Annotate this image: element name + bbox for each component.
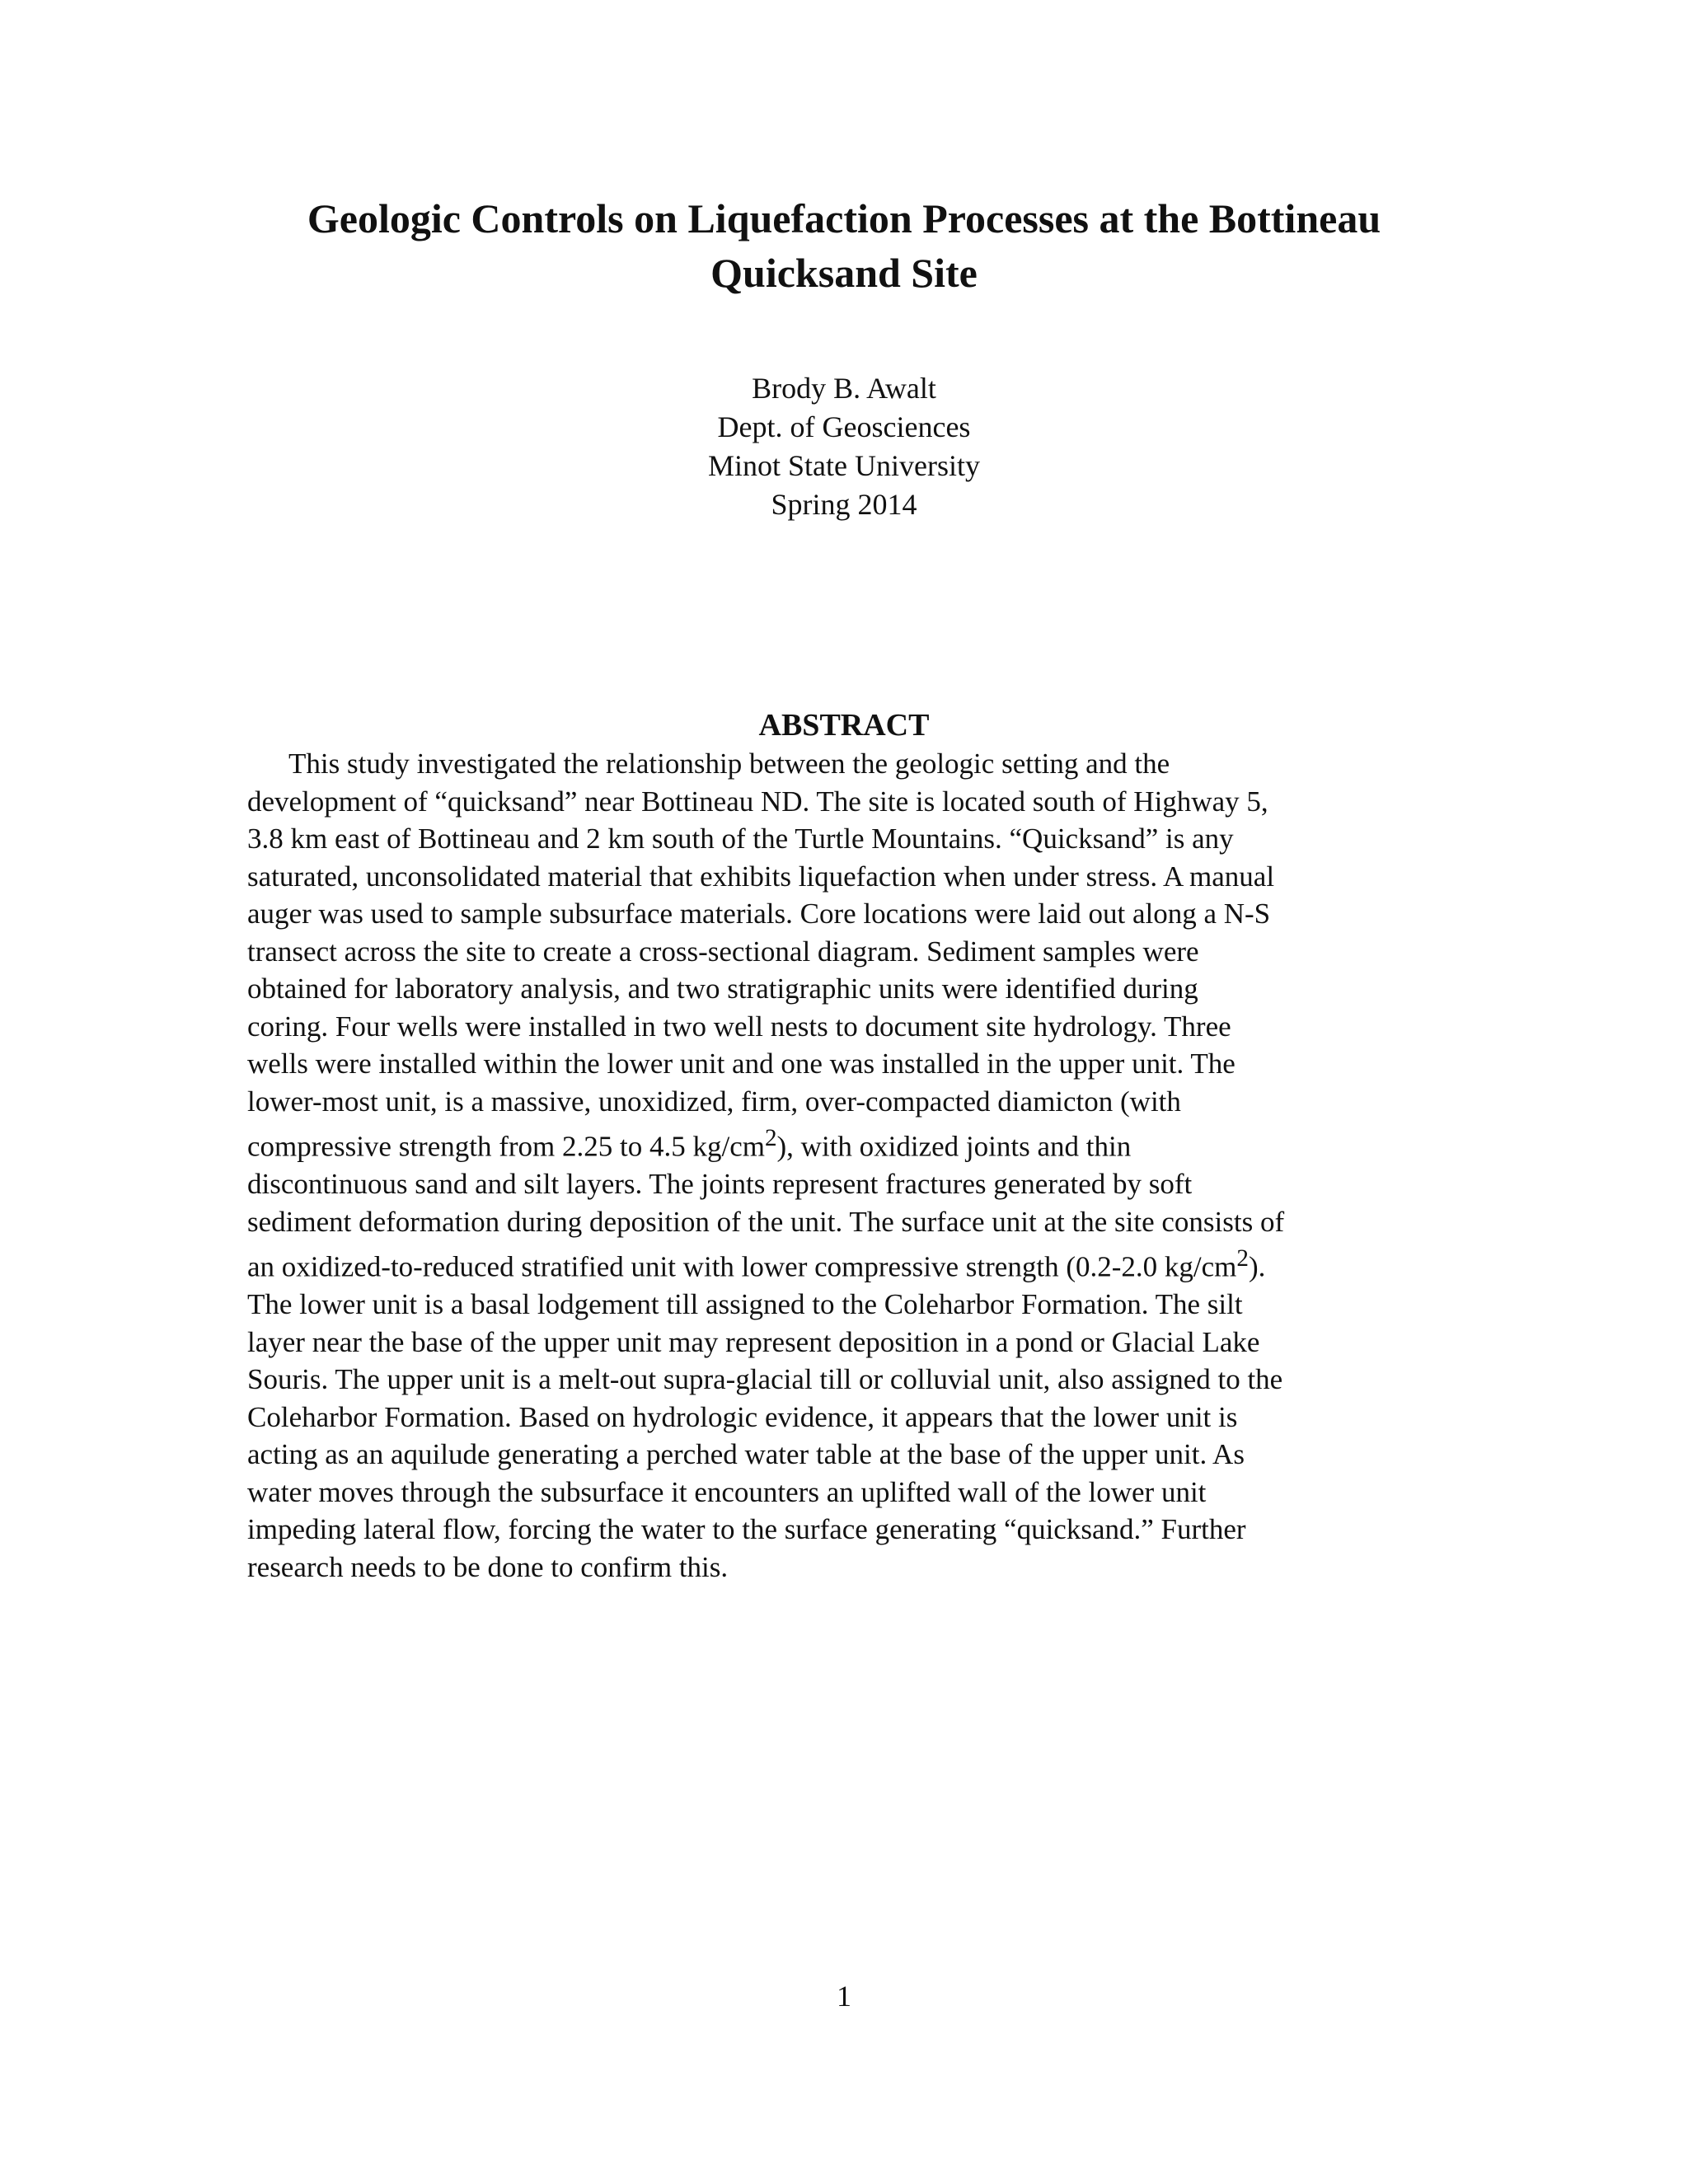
paper-title — [198, 191, 1490, 300]
abstract-body — [247, 745, 1451, 1586]
abstract-line: The lower unit is a basal lodgement till assigned to the Coleharbor Formation. The silt — [247, 1288, 1243, 1321]
abstract-line: Coleharbor Formation. Based on hydrologic evidence, it appears that the lower unit is — [247, 1400, 1238, 1433]
superscript: 2 — [1236, 1245, 1249, 1272]
abstract-line: obtained for laboratory analysis, and two stratigraphic units were identified during — [247, 972, 1198, 1005]
abstract-line: impeding lateral flow, forcing the water to the surface generating “quicksand.” Further — [247, 1513, 1246, 1546]
title-line-2: Quicksand Site — [710, 250, 978, 296]
abstract-line: Souris. The upper unit is a melt-out supra-glacial till or colluvial unit, also assigned to the — [247, 1363, 1283, 1396]
abstract-line-compressive-strength — [247, 1120, 1451, 1165]
line-text: compressive strength from 2.25 to 4.5 kg/cm — [247, 1130, 765, 1163]
abstract-line: development of “quicksand” near Bottineau ND. The site is located south of Highway 5, — [247, 785, 1268, 818]
abstract-line: This study investigated the relationship between the geologic setting and the — [288, 748, 1170, 780]
abstract-line: discontinuous sand and silt layers. The joints represent fractures generated by soft — [247, 1168, 1193, 1201]
abstract-line: sediment deformation during deposition of the unit. The surface unit at the site consists of — [247, 1205, 1285, 1238]
abstract-line-surface-unit — [247, 1240, 1451, 1286]
title-line-1: Geologic Controls on Liquefaction Processes at the Bottineau — [307, 195, 1381, 241]
line-text: ). — [1248, 1250, 1266, 1283]
author-term: Spring 2014 — [771, 488, 917, 521]
abstract-line: 3.8 km east of Bottineau and 2 km south of the Turtle Mountains. “Quicksand” is any — [247, 823, 1234, 855]
abstract-line: saturated, unconsolidated material that exhibits liquefaction when under stress. A manual — [247, 860, 1275, 893]
author-name: Brody B. Awalt — [752, 372, 936, 405]
line-text: ), with oxidized joints and thin — [776, 1130, 1132, 1163]
author-department: Dept. of Geosciences — [717, 410, 971, 443]
superscript: 2 — [764, 1125, 777, 1151]
abstract-line: wells were installed within the lower unit and one was installed in the upper unit. The — [247, 1047, 1236, 1080]
abstract-line: coring. Four wells were installed in two well nests to document site hydrology. Three — [247, 1010, 1231, 1043]
abstract-line: lower-most unit, is a massive, unoxidized, firm, over-compacted diamicton (with — [247, 1085, 1181, 1118]
abstract-line: research needs to be done to confirm this. — [247, 1550, 729, 1583]
abstract-line: transect across the site to create a cross-sectional diagram. Sediment samples were — [247, 935, 1199, 968]
page-number: 1 — [837, 1980, 851, 2013]
abstract-heading: ABSTRACT — [758, 708, 930, 743]
line-text: an oxidized-to-reduced stratified unit with lower compressive strength (0.2-2.0 kg/cm — [247, 1250, 1237, 1283]
author-university: Minot State University — [708, 449, 980, 482]
abstract-line: auger was used to sample subsurface materials. Core locations were laid out along a N-S — [247, 898, 1271, 930]
abstract-line: water moves through the subsurface it encounters an uplifted wall of the lower unit — [247, 1475, 1207, 1508]
author-block — [514, 369, 1174, 524]
abstract-line: acting as an aquilude generating a perched water table at the base of the upper unit. As — [247, 1438, 1245, 1471]
abstract-line: layer near the base of the upper unit may represent deposition in a pond or Glacial Lake — [247, 1325, 1260, 1358]
